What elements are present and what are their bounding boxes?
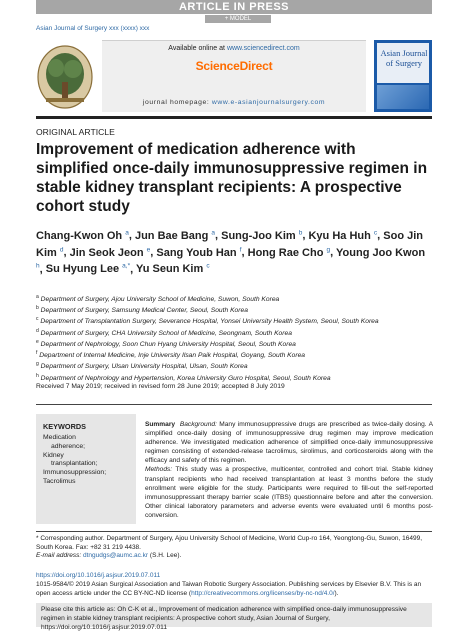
keyword-item: adherence;	[51, 442, 86, 450]
author-list: Chang-Kwon Oh $^a$, Jun Bae Bang $^a$, Sung-Joo Kim $^b$, Kyu Ha Huh $^c$, Soo Jin Kim $^d$, Jin Seok Jeon $^e$, Sang Youb Han $^f$, Hong Rae Cho $^g$, Young Joo Kwon $^h$, Su Hyung Lee $^{a,*}$, Yu Seun Kim $^c$	[36, 229, 426, 276]
author-affiliation-marker[interactable]: d	[59, 245, 64, 253]
keyword-item: Kidney	[43, 451, 64, 459]
homepage-link[interactable]: www.e-asianjournalsurgery.com	[211, 99, 326, 106]
affiliation-item	[36, 372, 432, 383]
affiliation-text: Department of Surgery, Samsung Medical Center, Seoul, South Korea	[38, 307, 248, 315]
author-name-text: Chang-Kwon Oh	[36, 229, 126, 242]
author-name-text: Hong Rae Cho	[247, 246, 327, 259]
author-affiliation-marker[interactable]: c	[206, 262, 210, 270]
keyword-item: Immunosuppression;	[43, 469, 107, 477]
author-affiliation-marker[interactable]: c	[373, 229, 378, 236]
author-name-text: Jun Bae Bang	[134, 229, 212, 242]
affiliation-key: d	[36, 327, 39, 334]
article-type: ORIGINAL ARTICLE	[36, 127, 115, 137]
author-name-text: Sung-Joo Kim	[221, 229, 299, 242]
methods-text: This study was a prospective, multicenter, controlled and cohort trial. Stable kidney transplant recipients who had received transplantation at least 3 months before the study enrollment were eligible for the study. Participants were required to fill-out the self-reported immunosuppressant therapy barrier scale (ITBS) questionnaire before and after the conversion. Other clinical laboratory parameters and adverse events were evaluated until 6 months post-conversion.	[145, 466, 433, 519]
email-suffix: (S.H. Lee).	[148, 552, 182, 560]
affiliation-key: b	[36, 305, 39, 312]
affiliation-text: Department of Surgery, Ajou University School of Medicine, Suwon, South Korea	[38, 296, 280, 304]
corresponding-footnote	[36, 535, 432, 561]
author-affiliation-marker[interactable]: a	[125, 229, 129, 236]
author-affiliation-marker[interactable]: g	[326, 245, 331, 253]
cover-title: Asian Journal of Surgery	[380, 48, 428, 68]
author-name-text: Jin Seok Jeon	[69, 246, 147, 259]
copyright-notice	[36, 581, 432, 598]
background-text: Many immunosuppressive drugs are prescribed as twice-daily dosing. A simplified once-daily dosing of immunosuppressive drug regimen may improve medication adherence. We investigated medication adherence of simplified once-daily immunosuppressive regimen consisting of extended-release tacrolimus, sirolimus, and corticosteroids along with the efficacy and safety of this regimen.	[145, 421, 433, 465]
affiliation-list	[36, 293, 432, 383]
sciencedirect-link[interactable]: www.sciencedirect.com	[226, 45, 300, 52]
affiliation-key: g	[36, 361, 39, 368]
sciencedirect-panel	[102, 40, 366, 112]
author-name[interactable]	[70, 247, 151, 259]
article-title: Improvement of medication adherence with simplified once-daily immunosuppressive regimen in stable kidney transplant recipients: A prospective cohort study	[36, 141, 428, 215]
background-label: Background:	[179, 421, 217, 428]
author-name[interactable]	[136, 263, 210, 275]
affiliation-key: c	[36, 316, 39, 323]
corresponding-author-text: * Corresponding author. Department of Surgery, Ajou University School of Medicine, World Cup-ro 164, Yeongtong-Gu, Suwon, 16499, South Korea. Fax: +82 31 219 4438.	[36, 535, 423, 551]
affiliation-text: Department of Surgery, Ulsan University Hospital, Ulsan, South Korea	[38, 363, 248, 371]
cite-this-article: Please cite this article as: Oh C-K et al., Improvement of medication adherence with simplified once-daily immunosuppressive regimen in stable kidney transplant recipients: A prospective cohort study, Asian Journal of Surgery, https://doi.org/10.1016/j.asjsur.2019.07.011	[36, 603, 432, 627]
methods-label: Methods:	[145, 466, 173, 474]
affiliation-item	[36, 304, 432, 315]
author-affiliation-marker[interactable]: f	[239, 245, 242, 253]
available-online	[102, 45, 366, 52]
section-rule	[36, 404, 432, 405]
affiliation-key: h	[36, 372, 39, 379]
journal-cover[interactable]	[374, 40, 432, 112]
author-name-text: Su Hyung Lee	[45, 263, 123, 276]
abstract-summary	[145, 420, 433, 520]
sciencedirect-logo[interactable]: ScienceDirect	[195, 59, 273, 73]
affiliation-text: Department of Nephrology, Soon Chun Hyang University Hospital, Seoul, South Korea	[38, 341, 296, 349]
affiliation-text: Department of Nephrology and Hypertension, Korea University Guro Hospital, Seoul, South Korea	[38, 374, 331, 382]
elsevier-tree-logo-icon	[36, 44, 94, 110]
keyword-item: transplantation;	[51, 460, 98, 468]
affiliation-item	[36, 327, 432, 338]
author-name[interactable]	[46, 263, 130, 275]
author-name[interactable]	[135, 230, 215, 242]
author-affiliation-marker[interactable]: h	[36, 262, 40, 270]
keywords-box	[36, 414, 136, 524]
affiliation-item	[36, 338, 432, 349]
affiliation-text: Department of Transplantation Surgery, Severance Hospital, Yonsei University Health System, Seoul, South Korea	[38, 318, 379, 326]
journal-homepage	[102, 99, 366, 106]
article-in-press-banner: ARTICLE IN PRESS	[36, 0, 432, 14]
model-tag: + MODEL	[205, 15, 271, 23]
keywords-heading: KEYWORDS	[43, 422, 86, 431]
author-name[interactable]	[221, 230, 302, 242]
cover-art	[377, 85, 429, 109]
author-name-text: Kyu Ha Huh	[308, 229, 374, 242]
footnote-rule	[36, 531, 432, 532]
author-name-text: Yu Seun Kim	[136, 263, 207, 276]
affiliation-key: e	[36, 338, 39, 345]
keyword-item: Medication	[43, 434, 76, 441]
author-name[interactable]	[156, 247, 241, 259]
journal-citation-line[interactable]: Asian Journal of Surgery xxx (xxxx) xxx	[36, 25, 150, 32]
article-dates: Received 7 May 2019; received in revised form 28 June 2019; accepted 8 July 2019	[36, 383, 285, 390]
author-affiliation-marker[interactable]: a,*	[122, 262, 131, 270]
author-name-text: Sang Youb Han	[156, 246, 240, 259]
author-name[interactable]	[248, 247, 330, 259]
header-rule	[36, 116, 432, 119]
affiliation-item	[36, 315, 432, 326]
author-affiliation-marker[interactable]: e	[146, 245, 151, 253]
affiliation-key: f	[36, 350, 38, 357]
homepage-prefix: journal homepage:	[142, 99, 212, 106]
author-name[interactable]	[308, 230, 377, 242]
affiliation-text: Department of Surgery, CHA University School of Medicine, Seongnam, South Korea	[38, 329, 292, 337]
copyright-text: 1015-9584/© 2019 Asian Surgical Association and Taiwan Robotic Surgery Association. Publishing services by Elsevier B.V. This is an open access article under the CC BY-NC-ND license (	[36, 581, 422, 597]
license-link[interactable]: http://creativecommons.org/licenses/by-nc-nd/4.0/	[191, 589, 335, 597]
author-affiliation-marker[interactable]: a	[211, 229, 215, 236]
journal-header	[36, 38, 432, 114]
keyword-item: Tacrolimus	[43, 477, 76, 485]
affiliation-item	[36, 360, 432, 371]
doi-link[interactable]: https://doi.org/10.1016/j.asjsur.2019.07.011	[36, 572, 161, 579]
affiliation-text: Department of Internal Medicine, Inje University Ilsan Paik Hospital, Goyang, South Korea	[37, 352, 306, 360]
email-link[interactable]: dtngudgs@aumc.ac.kr	[82, 552, 149, 560]
available-prefix: Available online at	[168, 45, 227, 52]
affiliation-item	[36, 349, 432, 360]
affiliation-key: a	[36, 294, 39, 300]
author-name-text: Soo Jin Kim	[36, 229, 423, 259]
email-label: E-mail address:	[36, 552, 83, 560]
summary-label: Summary	[145, 421, 176, 428]
keywords-list	[43, 434, 136, 487]
copyright-close: ).	[334, 589, 339, 597]
author-name-text: Young Joo Kwon	[336, 246, 426, 259]
author-name[interactable]	[36, 230, 129, 242]
affiliation-item	[36, 293, 432, 304]
author-affiliation-marker[interactable]: b	[298, 229, 303, 236]
